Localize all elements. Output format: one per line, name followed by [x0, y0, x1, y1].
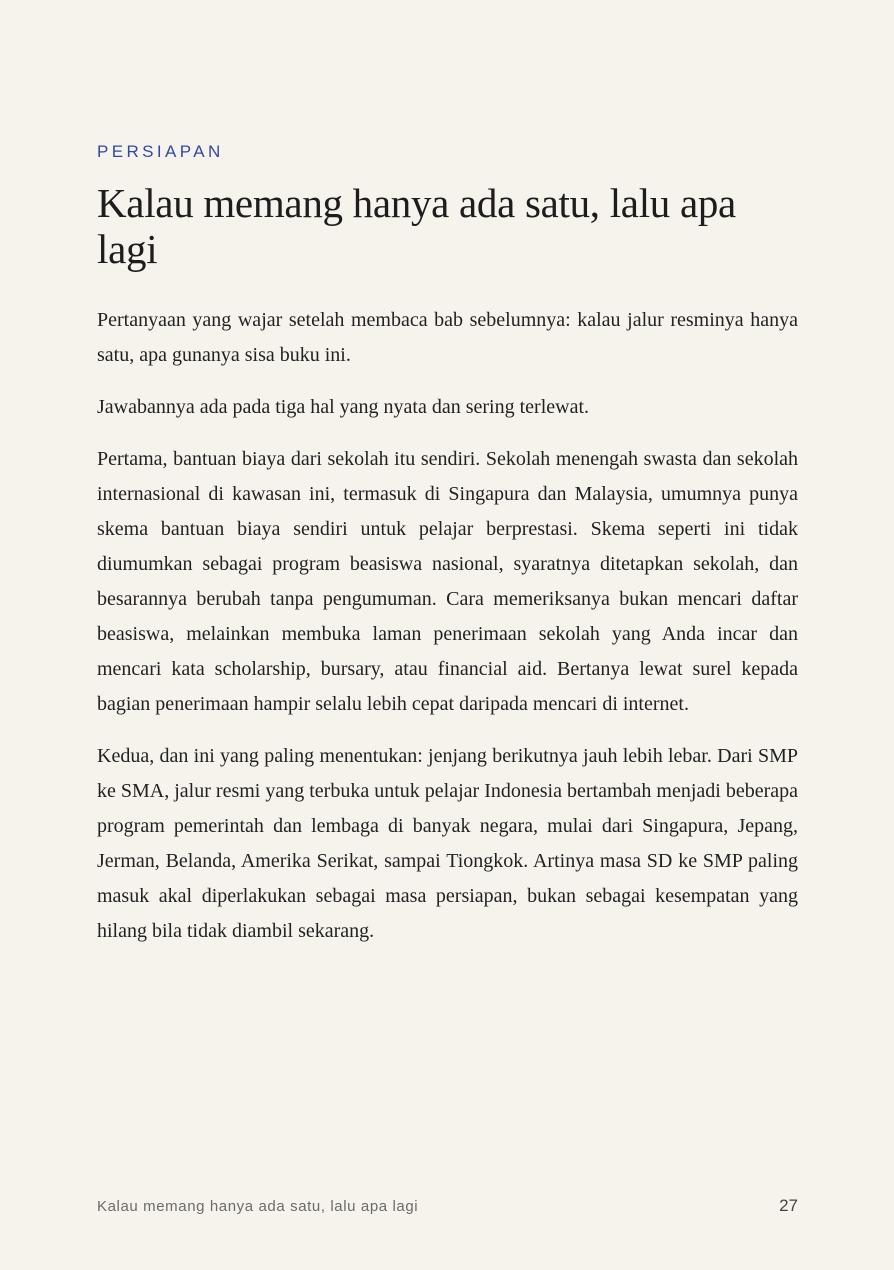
running-footer-title: Kalau memang hanya ada satu, lalu apa lagi	[97, 1198, 419, 1215]
paragraph: Pertanyaan yang wajar setelah membaca bab sebelumnya: kalau jalur resminya hanya satu, apa gunanya sisa buku ini.	[97, 309, 798, 366]
paragraph: Kedua, dan ini yang paling menentukan: jenjang berikutnya jauh lebih lebar. Dari SMP ke SMA, jalur resmi yang terbuka untuk pelajar Indonesia bertambah menjadi beberapa program pemerintah dan lembaga di banyak negara, mulai dari Singapura, Jepang, Jerman, Belanda, Amerika Serikat, sampai Tiongkok. Artinya masa SD ke SMP paling masuk akal diperlakukan sebagai masa persiapan, bukan sebagai kesempatan yang hilang bila tidak diambil sekarang.	[97, 745, 798, 942]
page-number: 27	[779, 1196, 798, 1215]
book-page	[97, 0, 798, 1270]
chapter-title: Kalau memang hanya ada satu, lalu apa lagi	[97, 180, 736, 272]
section-label: PERSIAPAN	[97, 142, 224, 161]
paragraph: Pertama, bantuan biaya dari sekolah itu sendiri. Sekolah menengah swasta dan sekolah internasional di kawasan ini, termasuk di Singapura dan Malaysia, umumnya punya skema bantuan biaya sendiri untuk pelajar berprestasi. Skema seperti ini tidak diumumkan sebagai program beasiswa nasional, syaratnya ditetapkan sekolah, dan besarannya berubah tanpa pengumuman. Cara memeriksanya bukan mencari daftar beasiswa, melainkan membuka laman penerimaan sekolah yang Anda incar dan mencari kata scholarship, bursary, atau financial aid. Bertanya lewat surel kepada bagian penerimaan hampir selalu lebih cepat daripada mencari di internet.	[97, 448, 798, 715]
body-text	[97, 303, 798, 966]
paragraph: Jawabannya ada pada tiga hal yang nyata dan sering terlewat.	[97, 396, 590, 418]
